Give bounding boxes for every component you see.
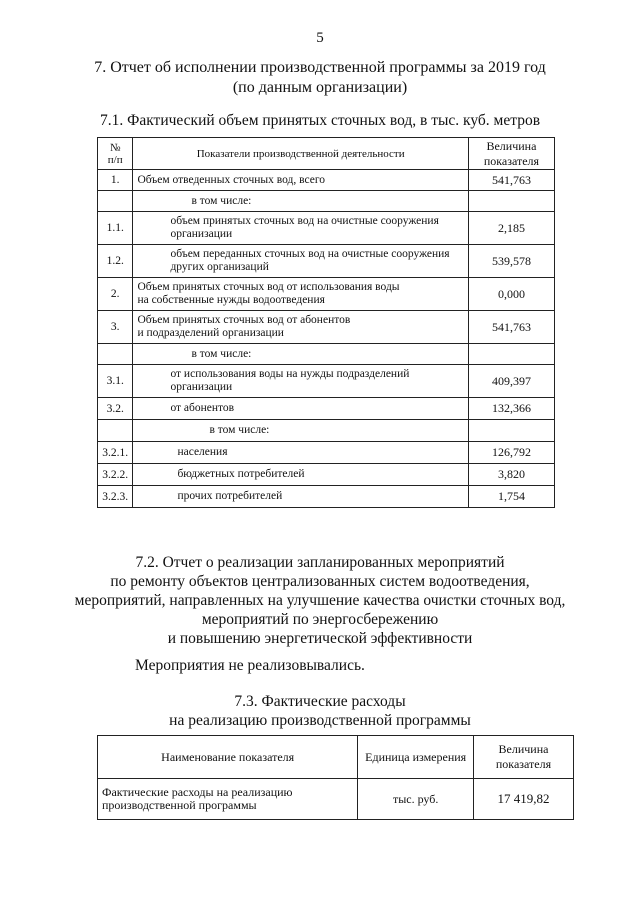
- row-num: 3.2.1.: [98, 442, 133, 464]
- table-row: [98, 420, 555, 442]
- row-label: Фактические расходы на реализацию производственной программы: [98, 779, 358, 820]
- header-unit: Единица измерения: [358, 736, 474, 779]
- row-num: 3.: [98, 311, 133, 344]
- table-row: [98, 365, 555, 398]
- row-num: 1.2.: [98, 245, 133, 278]
- row-label: в том числе:: [133, 420, 468, 442]
- row-num: 3.2.2.: [98, 464, 133, 486]
- row-num: [98, 344, 133, 365]
- table-row: [98, 442, 555, 464]
- row-num: 2.: [98, 278, 133, 311]
- row-value: 3,820: [468, 464, 554, 486]
- header-num: № п/п: [98, 138, 133, 170]
- row-value: 0,000: [468, 278, 554, 311]
- row-label: прочих потребителей: [133, 486, 468, 508]
- table-row: [98, 344, 555, 365]
- row-num: [98, 191, 133, 212]
- row-label: объем переданных сточных вод на очистные сооружения других организаций: [133, 245, 468, 278]
- row-unit: тыс. руб.: [358, 779, 474, 820]
- header-value: Величина показателя: [468, 138, 554, 170]
- row-label: объем принятых сточных вод на очистные сооружения организации: [133, 212, 468, 245]
- row-label: бюджетных потребителей: [133, 464, 468, 486]
- section-7-subtitle: (по данным организации): [232, 79, 408, 96]
- row-num: [98, 420, 133, 442]
- row-label: Объем отведенных сточных вод, всего: [133, 170, 468, 191]
- row-num: 1.1.: [98, 212, 133, 245]
- row-value: 2,185: [468, 212, 554, 245]
- table-row: [98, 311, 555, 344]
- section-7-2-note: Мероприятия не реализовывались.: [135, 657, 365, 674]
- row-label: населения: [133, 442, 468, 464]
- expenses-table: [97, 735, 574, 820]
- section-7-3-title: 7.3. Фактические расходы на реализацию производственной программы: [169, 693, 471, 729]
- row-value: [468, 344, 554, 365]
- wastewater-volume-table: [97, 137, 555, 508]
- table-row: [98, 212, 555, 245]
- row-value: 541,763: [468, 311, 554, 344]
- row-value: [468, 420, 554, 442]
- section-7-1-title: 7.1. Фактический объем принятых сточных вод, в тыс. куб. метров: [99, 112, 541, 129]
- row-num: 3.2.3.: [98, 486, 133, 508]
- table-row: [98, 170, 555, 191]
- row-value: 17 419,82: [473, 779, 573, 820]
- table-row: [98, 245, 555, 278]
- row-value: 541,763: [468, 170, 554, 191]
- row-value: 1,754: [468, 486, 554, 508]
- row-value: [468, 191, 554, 212]
- row-label: в том числе:: [133, 191, 468, 212]
- table-row: [98, 191, 555, 212]
- header-name: Наименование показателя: [98, 736, 358, 779]
- row-value: 409,397: [468, 365, 554, 398]
- row-value: 126,792: [468, 442, 554, 464]
- table-row: [98, 278, 555, 311]
- row-num: 3.1.: [98, 365, 133, 398]
- header-indicator: Показатели производственной деятельности: [133, 138, 468, 170]
- row-label: в том числе:: [133, 344, 468, 365]
- row-label: Объем принятых сточных вод от использования воды на собственные нужды водоотведения: [133, 278, 468, 311]
- row-num: 1.: [98, 170, 133, 191]
- row-value: 539,578: [468, 245, 554, 278]
- row-label: Объем принятых сточных вод от абонентов и подразделений организации: [133, 311, 468, 344]
- row-label: от абонентов: [133, 398, 468, 420]
- section-7-title: 7. Отчет об исполнении производственной программы за 2019 год: [94, 59, 546, 76]
- row-value: 132,366: [468, 398, 554, 420]
- table-row: [98, 464, 555, 486]
- section-7-2-title: 7.2. Отчет о реализации запланированных мероприятий по ремонту объектов централизованных систем водоотведения, мероприятий, направленных на улучшение качества очистки сточных вод, мероприятий по энергосбережению и повышению энергетической эффективности: [74, 554, 566, 647]
- page-number: 5: [316, 30, 324, 46]
- table-row: [98, 779, 574, 820]
- row-num: 3.2.: [98, 398, 133, 420]
- row-label: от использования воды на нужды подразделений организации: [133, 365, 468, 398]
- table-row: [98, 486, 555, 508]
- table-row: [98, 398, 555, 420]
- header-value: Величина показателя: [473, 736, 573, 779]
